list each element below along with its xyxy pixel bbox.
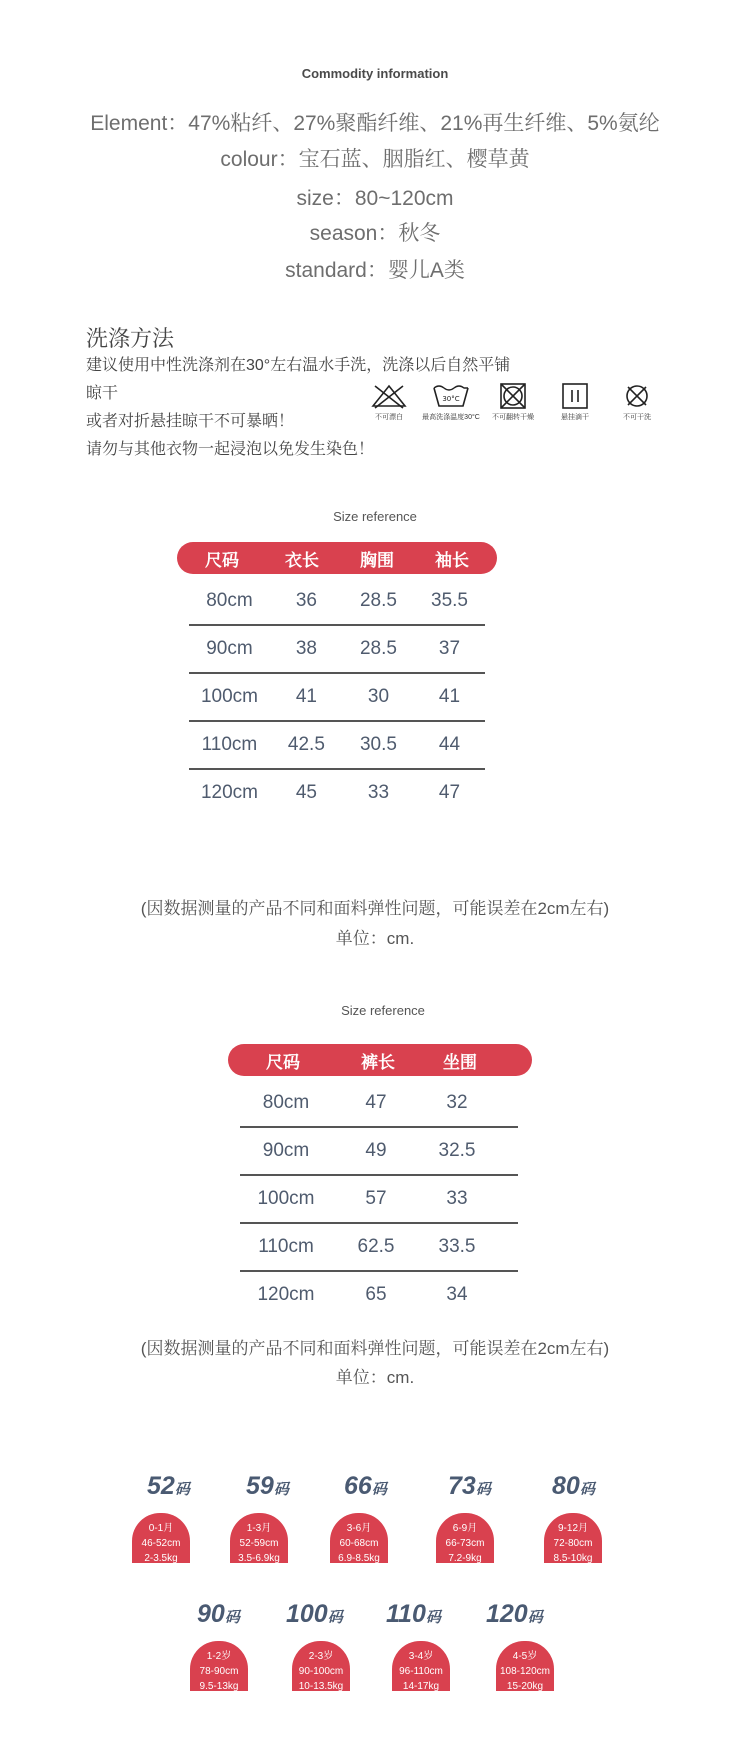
wash-30-icon xyxy=(431,382,471,410)
size-height: 60-68cm xyxy=(339,1538,379,1549)
care-caption: 最高洗涤温度30°C xyxy=(422,414,480,421)
table-cell: 30 xyxy=(367,686,390,707)
table-cell: 62.5 xyxy=(357,1236,395,1257)
table-cell: 44 xyxy=(438,734,461,755)
table-cell: 42.5 xyxy=(287,734,325,755)
size-age: 6-9月 xyxy=(452,1523,478,1534)
size-number: 52码 xyxy=(147,1472,190,1500)
table-row xyxy=(189,770,485,816)
size-tag xyxy=(132,1513,190,1563)
top-size-table xyxy=(177,542,497,816)
top-table-unit: 单位：cm. xyxy=(335,929,415,948)
care-caption: 不可干洗 xyxy=(623,414,651,421)
table-cell: 41 xyxy=(438,686,461,707)
table-cell: 80cm xyxy=(206,590,253,611)
colour-line: colour：宝石蓝、胭脂红、樱草黄 xyxy=(220,148,530,171)
size-card xyxy=(330,1472,388,1563)
bottom-size-table xyxy=(228,1044,532,1318)
top-table-body xyxy=(189,578,485,816)
size-weight: 2-3.5kg xyxy=(144,1553,178,1564)
table-cell: 32 xyxy=(446,1092,468,1113)
table-cell: 33.5 xyxy=(438,1236,476,1257)
care-no-dry-clean xyxy=(606,382,668,422)
size-number: 66码 xyxy=(344,1472,387,1500)
size-tag xyxy=(230,1513,288,1563)
size-card xyxy=(436,1472,494,1563)
header-cell: 胸围 xyxy=(360,550,394,570)
table-cell: 90cm xyxy=(206,638,253,659)
table-cell: 33 xyxy=(367,782,390,803)
table-row xyxy=(240,1080,518,1128)
size-weight: 9.5-13kg xyxy=(199,1681,239,1692)
table-cell: 110cm xyxy=(201,734,258,755)
size-age: 2-3岁 xyxy=(308,1651,334,1662)
header-cell: 尺码 xyxy=(205,550,239,570)
table-cell: 30.5 xyxy=(359,734,397,755)
bottom-table-header xyxy=(228,1044,532,1076)
size-card xyxy=(132,1472,190,1563)
size-tag xyxy=(330,1513,388,1563)
size-height: 96-110cm xyxy=(399,1666,443,1677)
table-cell: 45 xyxy=(295,782,317,803)
table-cell: 49 xyxy=(365,1140,387,1161)
element-line: Element：47%粘纤、27%聚酯纤维、21%再生纤维、5%氨纶 xyxy=(90,112,660,135)
size-tag xyxy=(292,1641,350,1691)
size-height: 46-52cm xyxy=(141,1538,181,1549)
size-line: size：80~120cm xyxy=(296,187,454,210)
table-row xyxy=(189,626,485,674)
size-tag xyxy=(392,1641,450,1691)
top-table-header xyxy=(177,542,497,574)
washing-title: 洗涤方法 xyxy=(86,326,175,351)
header-cell: 衣长 xyxy=(285,550,319,570)
top-table-note: (因数据测量的产品不同和面料弹性问题，可能误差在2cm左右) xyxy=(140,899,610,918)
table-row xyxy=(240,1272,518,1318)
hang-dry-icon xyxy=(555,382,595,410)
size-height: 108-120cm xyxy=(499,1666,551,1677)
washing-line: 建议使用中性洗涤剂在30°左右温水手洗，洗涤以后自然平铺晾干 xyxy=(86,357,511,402)
size-tag xyxy=(190,1641,248,1691)
size-height: 66-73cm xyxy=(445,1538,485,1549)
size-age: 0-1月 xyxy=(148,1523,174,1534)
table-cell: 57 xyxy=(365,1188,387,1209)
table-cell: 38 xyxy=(295,638,317,659)
bottom-table-body xyxy=(240,1080,518,1318)
table-cell: 47 xyxy=(365,1092,387,1113)
table-cell: 47 xyxy=(438,782,461,803)
size-weight: 7.2-9kg xyxy=(448,1553,482,1564)
size-height: 90-100cm xyxy=(298,1666,344,1677)
no-tumble-dry-icon xyxy=(493,382,533,410)
top-table-title: Size reference xyxy=(333,509,417,524)
washing-line: 请勿与其他衣物一起浸泡以免发生染色！ xyxy=(86,441,375,458)
table-cell: 110cm xyxy=(258,1236,314,1257)
table-cell: 90cm xyxy=(262,1140,310,1161)
size-number: 59码 xyxy=(246,1472,289,1500)
table-cell: 33 xyxy=(446,1188,468,1209)
table-cell: 28.5 xyxy=(359,590,397,611)
care-icons xyxy=(358,382,668,422)
size-age: 3-4岁 xyxy=(408,1651,434,1662)
table-row xyxy=(189,722,485,770)
care-no-tumble-dry xyxy=(482,382,544,422)
table-cell: 120cm xyxy=(200,782,258,803)
table-cell: 80cm xyxy=(262,1092,310,1113)
size-card xyxy=(486,1600,554,1692)
size-tag xyxy=(544,1513,602,1563)
size-age: 3-6月 xyxy=(346,1523,372,1534)
table-row xyxy=(189,674,485,722)
table-row xyxy=(240,1128,518,1176)
size-age: 9-12月 xyxy=(557,1523,588,1534)
size-number: 80码 xyxy=(552,1472,595,1500)
header-cell: 裤长 xyxy=(361,1052,395,1072)
table-cell: 35.5 xyxy=(431,590,468,611)
table-cell: 36 xyxy=(295,590,317,611)
table-cell: 41 xyxy=(295,686,317,707)
size-age: 4-5岁 xyxy=(512,1651,538,1662)
season-line: season：秋冬 xyxy=(309,222,441,245)
size-height: 78-90cm xyxy=(199,1666,239,1677)
care-no-bleach xyxy=(358,382,420,422)
table-cell: 120cm xyxy=(257,1284,315,1305)
no-dry-clean-icon xyxy=(617,382,657,410)
table-cell: 37 xyxy=(438,638,461,659)
table-cell: 28.5 xyxy=(359,638,397,659)
size-weight: 10-13.5kg xyxy=(298,1681,344,1692)
table-row xyxy=(189,578,485,626)
table-row xyxy=(240,1176,518,1224)
size-height: 52-59cm xyxy=(239,1538,279,1549)
table-row xyxy=(240,1224,518,1272)
size-card xyxy=(286,1600,350,1692)
size-weight: 6.9-8.5kg xyxy=(338,1553,380,1564)
care-caption: 不可漂白 xyxy=(375,414,403,421)
size-age: 1-2岁 xyxy=(206,1651,232,1662)
no-bleach-icon xyxy=(369,382,409,410)
care-wash-30 xyxy=(420,382,482,422)
size-height: 72-80cm xyxy=(553,1538,593,1549)
washing-line: 或者对折悬挂晾干不可暴晒！ xyxy=(86,413,295,430)
bottom-table-note: (因数据测量的产品不同和面料弹性问题，可能误差在2cm左右) xyxy=(140,1339,610,1358)
care-caption: 不可翻转干燥 xyxy=(492,414,534,421)
size-card xyxy=(190,1600,248,1691)
size-number: 90码 xyxy=(197,1600,240,1628)
size-card xyxy=(386,1600,450,1692)
care-hang-dry xyxy=(544,382,606,422)
table-cell: 34 xyxy=(446,1284,468,1305)
table-cell: 65 xyxy=(365,1284,387,1305)
size-number: 73码 xyxy=(448,1472,491,1500)
bottom-table-unit: 单位：cm. xyxy=(335,1368,415,1387)
size-weight: 8.5-10kg xyxy=(553,1553,593,1564)
commodity-title: Commodity information xyxy=(301,66,449,81)
size-number: 120码 xyxy=(486,1600,543,1628)
wash-temp: 30°C xyxy=(442,395,460,403)
care-caption: 悬挂滴干 xyxy=(561,414,589,421)
size-weight: 15-20kg xyxy=(506,1681,544,1692)
size-weight: 3.5-6.9kg xyxy=(238,1553,280,1564)
standard-line: standard：婴儿A类 xyxy=(285,259,465,282)
header-cell: 坐围 xyxy=(443,1052,477,1072)
header-cell: 袖长 xyxy=(435,550,469,570)
size-number: 110码 xyxy=(386,1600,441,1628)
table-cell: 32.5 xyxy=(438,1140,476,1161)
size-tag xyxy=(496,1641,554,1691)
header-cell: 尺码 xyxy=(266,1052,300,1072)
size-age: 1-3月 xyxy=(246,1523,272,1534)
size-tag xyxy=(436,1513,494,1563)
table-cell: 100cm xyxy=(257,1188,315,1209)
table-cell: 100cm xyxy=(200,686,258,707)
size-card xyxy=(230,1472,289,1563)
size-weight: 14-17kg xyxy=(402,1681,440,1692)
bottom-table-title: Size reference xyxy=(341,1003,425,1018)
size-card xyxy=(544,1472,602,1563)
size-number: 100码 xyxy=(286,1600,343,1628)
